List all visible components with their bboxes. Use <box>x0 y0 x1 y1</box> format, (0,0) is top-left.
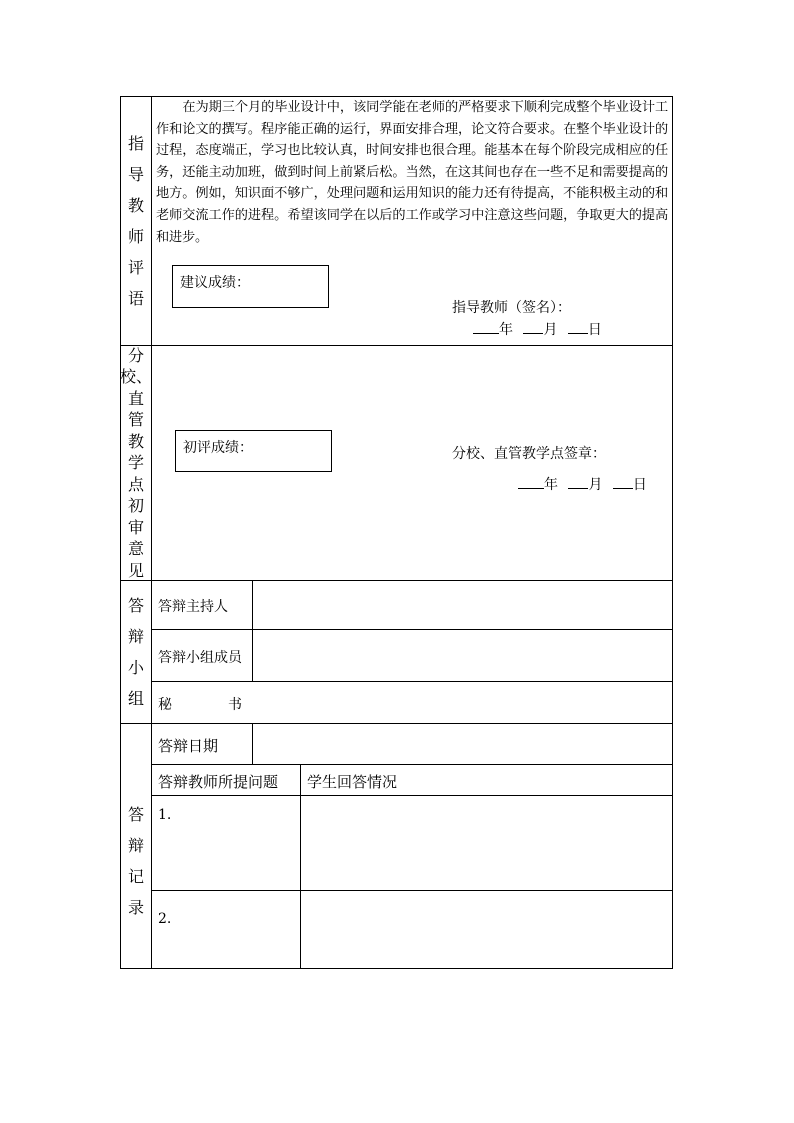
answer-column-header: 学生回答情况 <box>307 773 398 791</box>
suggested-grade-box[interactable] <box>172 265 329 308</box>
defense-date-field[interactable] <box>253 724 672 764</box>
answer-field-2[interactable] <box>301 891 672 968</box>
label-char: 管 <box>127 410 144 430</box>
advisor-date <box>473 319 602 339</box>
secretary-char: 书 <box>228 697 242 713</box>
question-field-2[interactable] <box>152 891 300 968</box>
day-label: 日 <box>587 322 602 338</box>
month-label: 月 <box>543 322 558 338</box>
question-item-1: 1. <box>158 807 172 823</box>
answer-field-1[interactable] <box>301 796 672 890</box>
question-item-2: 2. <box>158 911 172 927</box>
label-char: 组 <box>127 689 144 708</box>
label-char: 意 <box>127 539 144 559</box>
label-char: 校、 <box>120 367 153 387</box>
panel-members-label: 答辩小组成员 <box>158 650 242 666</box>
record-section-label <box>121 724 151 968</box>
label-char: 小 <box>127 658 144 677</box>
advisor-comment: 在为期三个月的毕业设计中，该同学能在老师的严格要求下顺利完成整个毕业设计工作和论文的撰写。程序能正确的运行，界面安排合理，论文符合要求。在整个毕业设计的过程，态度端正，学习也比较认真，时间安排也很合理。能基本在每个阶段完成相应的任务，还能主动加班，做到时间上前紧后松。当然，在这其间也存在一些不足和需要提高的地方。例如，知识面不够广，处理问题和运用知识的能力还有待提高，不能积极主动的和老师交流工作的进程。希望该同学在以后的工作或学习中注意这些问题，争取更大的提高和进步。 <box>156 100 668 245</box>
question-column-header: 答辩教师所提问题 <box>158 773 279 791</box>
question-field-1[interactable] <box>152 796 300 890</box>
panel-members-field[interactable] <box>253 630 672 681</box>
preliminary-grade-label: 初评成绩： <box>183 440 253 456</box>
label-char: 记 <box>127 867 144 886</box>
year-blank[interactable] <box>518 474 544 489</box>
branch-date <box>518 474 647 494</box>
panel-host-field[interactable] <box>253 581 672 629</box>
day-label: 日 <box>632 477 647 493</box>
panel-host-label: 答辩主持人 <box>158 599 228 615</box>
label-char: 初 <box>127 496 144 516</box>
branch-seal-label: 分校、直管教学点签章： <box>452 446 606 462</box>
label-char: 答 <box>127 596 144 615</box>
label-char: 分 <box>127 345 144 365</box>
panel-secretary-field[interactable] <box>253 682 672 723</box>
label-char: 见 <box>127 560 144 580</box>
year-label: 年 <box>499 322 513 338</box>
label-char: 教 <box>127 196 144 215</box>
secretary-char: 秘 <box>158 697 172 713</box>
label-char: 导 <box>127 165 144 184</box>
label-char: 学 <box>127 453 144 473</box>
preliminary-grade-box[interactable] <box>175 430 332 472</box>
year-blank[interactable] <box>473 319 499 334</box>
label-char: 辩 <box>127 627 144 646</box>
label-char: 评 <box>127 258 144 277</box>
panel-section-label <box>121 581 151 723</box>
month-blank[interactable] <box>523 319 543 334</box>
advisor-signature-label: 指导教师（签名）： <box>452 300 571 316</box>
label-char: 直 <box>127 388 144 408</box>
label-char: 辩 <box>127 836 144 855</box>
label-char: 录 <box>127 898 144 917</box>
month-label: 月 <box>588 477 603 493</box>
label-char: 审 <box>127 517 144 537</box>
label-char: 语 <box>127 289 144 308</box>
day-blank[interactable] <box>568 319 588 334</box>
label-char: 教 <box>127 431 144 451</box>
label-char: 点 <box>127 474 144 494</box>
suggested-grade-label: 建议成绩： <box>180 275 250 291</box>
advisor-section-label <box>121 97 151 345</box>
label-char: 答 <box>127 805 144 824</box>
year-label: 年 <box>544 477 558 493</box>
label-char: 师 <box>127 227 144 246</box>
branch-section-label <box>121 346 151 580</box>
month-blank[interactable] <box>568 474 588 489</box>
day-blank[interactable] <box>613 474 633 489</box>
defense-date-label: 答辩日期 <box>158 737 219 755</box>
label-char: 指 <box>127 134 144 153</box>
